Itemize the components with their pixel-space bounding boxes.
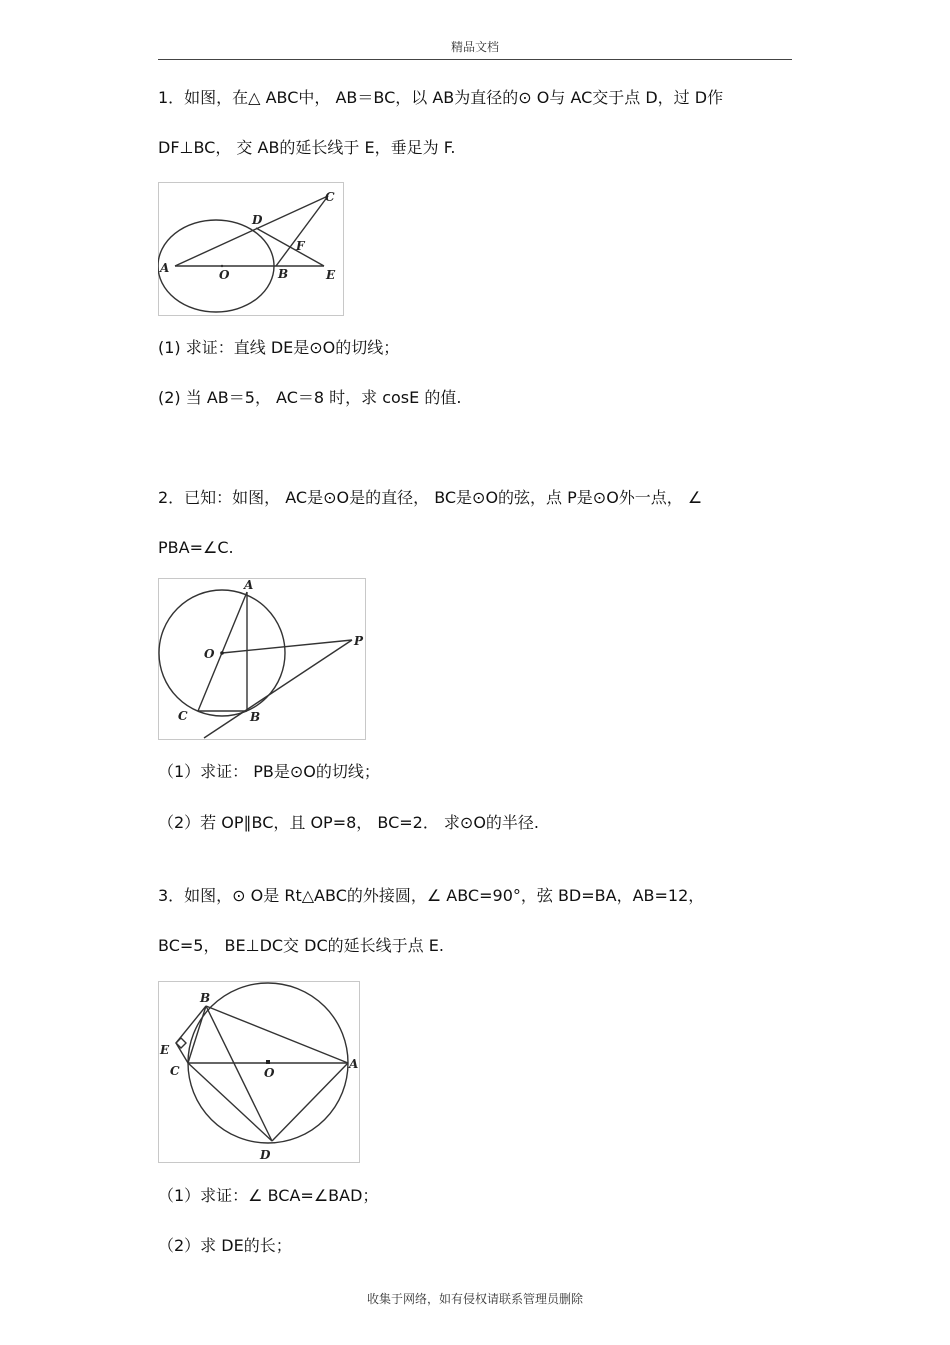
segment-op bbox=[222, 640, 352, 653]
label-f: F bbox=[296, 239, 305, 253]
line-de bbox=[256, 228, 324, 266]
page-header: 精品文档 bbox=[450, 40, 499, 54]
label-d: D bbox=[260, 1148, 271, 1162]
problem-3-figure bbox=[158, 981, 360, 1163]
label-e: E bbox=[160, 1043, 170, 1057]
label-d: D bbox=[252, 213, 263, 227]
center-point bbox=[266, 1060, 270, 1064]
line-cb bbox=[276, 196, 328, 266]
problem-1-line-1: 1．如图，在△ ABC中， AB＝BC，以 AB为直径的⊙ O与 AC交于点 D，过 D作 bbox=[158, 88, 724, 107]
problem-2-line-2: PBA=∠C. bbox=[158, 538, 234, 557]
figure-frame bbox=[159, 183, 344, 316]
problem-1-line-2: DF⊥BC， 交 AB的延长线于 E，垂足为 F. bbox=[158, 138, 456, 157]
label-b: B bbox=[250, 710, 261, 724]
problem-1-question-1: (1) 求证：直线 DE是⊙O的切线； bbox=[158, 338, 400, 357]
center-point bbox=[221, 265, 223, 267]
chord-bc bbox=[188, 1006, 206, 1063]
label-o: O bbox=[219, 268, 230, 282]
label-o: O bbox=[264, 1066, 275, 1080]
label-a: A bbox=[244, 578, 254, 592]
problem-1-question-2: (2) 当 AB＝5， AC＝8 时，求 cosE 的值. bbox=[158, 388, 462, 407]
label-a: A bbox=[349, 1057, 359, 1071]
label-o: O bbox=[204, 647, 215, 661]
problem-3-line-1: 3．如图，⊙ O是 Rt△ABC的外接圆，∠ ABC=90°，弦 BD=BA，AB=12， bbox=[158, 886, 705, 905]
problem-3-line-2: BC=5， BE⊥DC交 DC的延长线于点 E. bbox=[158, 936, 444, 955]
page-footer: 收集于网络，如有侵权请联系管理员删除 bbox=[366, 1292, 583, 1306]
problem-2-question-2: （2）若 OP∥BC，且 OP=8， BC=2． 求⊙O的半径. bbox=[158, 813, 540, 832]
label-p: P bbox=[354, 634, 364, 648]
label-b: B bbox=[200, 991, 211, 1005]
chord-bd bbox=[206, 1006, 272, 1141]
problem-3-question-1: （1）求证：∠ BCA=∠BAD； bbox=[158, 1186, 379, 1205]
label-c: C bbox=[325, 190, 335, 204]
chord-ba bbox=[206, 1006, 348, 1063]
problem-1-figure bbox=[158, 182, 344, 316]
problem-2-line-1: 2．已知：如图， AC是⊙O是的直径， BC是⊙O的弦，点 P是⊙O外一点， ∠ bbox=[158, 488, 703, 507]
label-c: C bbox=[170, 1064, 180, 1078]
label-c: C bbox=[178, 709, 188, 723]
problem-3-question-2: （2）求 DE的长； bbox=[158, 1236, 292, 1255]
center-point bbox=[220, 651, 224, 655]
label-b: B bbox=[278, 267, 289, 281]
tangent-pb bbox=[204, 640, 352, 738]
problem-2-question-1: （1）求证： PB是⊙O的切线； bbox=[158, 762, 380, 781]
chord-cd bbox=[188, 1063, 272, 1141]
header-divider bbox=[158, 59, 792, 60]
segment-be bbox=[176, 1006, 206, 1043]
chord-ad bbox=[272, 1063, 348, 1141]
segment-ec bbox=[176, 1043, 188, 1063]
problem-2-figure bbox=[158, 578, 366, 740]
label-e: E bbox=[326, 268, 336, 282]
label-a: A bbox=[160, 261, 170, 275]
figure-frame bbox=[159, 579, 366, 740]
